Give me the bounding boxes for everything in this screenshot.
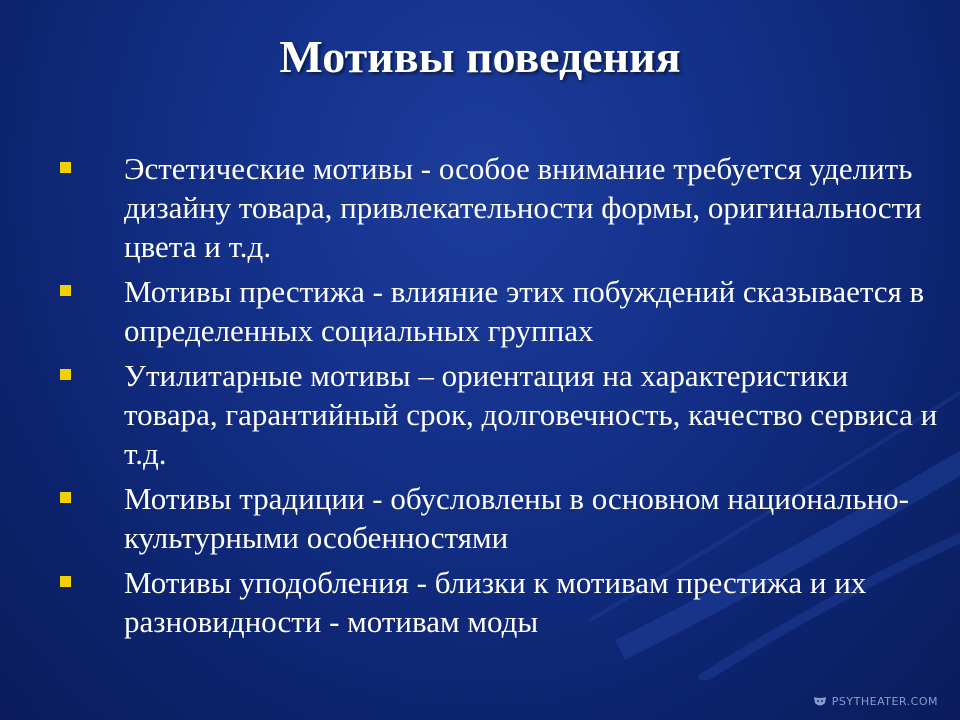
bullet-marker-icon bbox=[60, 285, 71, 296]
bullet-text: Мотивы уподобления - близки к мотивам престижа и их разновидности - мотивам моды bbox=[124, 565, 867, 639]
bullet-item bbox=[60, 479, 940, 557]
bullet-marker-icon bbox=[60, 162, 71, 173]
bullet-item bbox=[60, 563, 940, 641]
theater-mask-icon bbox=[813, 696, 827, 708]
watermark-text: PSYTHEATER.COM bbox=[831, 695, 938, 708]
watermark bbox=[813, 695, 938, 708]
bullet-marker-icon bbox=[60, 369, 71, 380]
bullet-marker-icon bbox=[60, 576, 71, 587]
bullet-text: Мотивы престижа - влияние этих побуждений сказывается в определенных социальных группах bbox=[124, 274, 925, 348]
bullet-item bbox=[60, 356, 940, 473]
bullet-text: Эстетические мотивы - особое внимание требуется уделить дизайну товара, привлекательности формы, оригинальности цвета и т.д. bbox=[124, 151, 922, 264]
bullet-list bbox=[60, 149, 940, 647]
slide-title: Мотивы поведения bbox=[279, 31, 681, 82]
bullet-text: Мотивы традиции - обусловлены в основном национально-культурными особенностями bbox=[124, 481, 910, 555]
bullet-text: Утилитарные мотивы – ориентация на характеристики товара, гарантийный срок, долговечность, качество сервиса и т.д. bbox=[124, 358, 938, 471]
bullet-item bbox=[60, 272, 940, 350]
bullet-marker-icon bbox=[60, 492, 71, 503]
bullet-item bbox=[60, 149, 940, 266]
